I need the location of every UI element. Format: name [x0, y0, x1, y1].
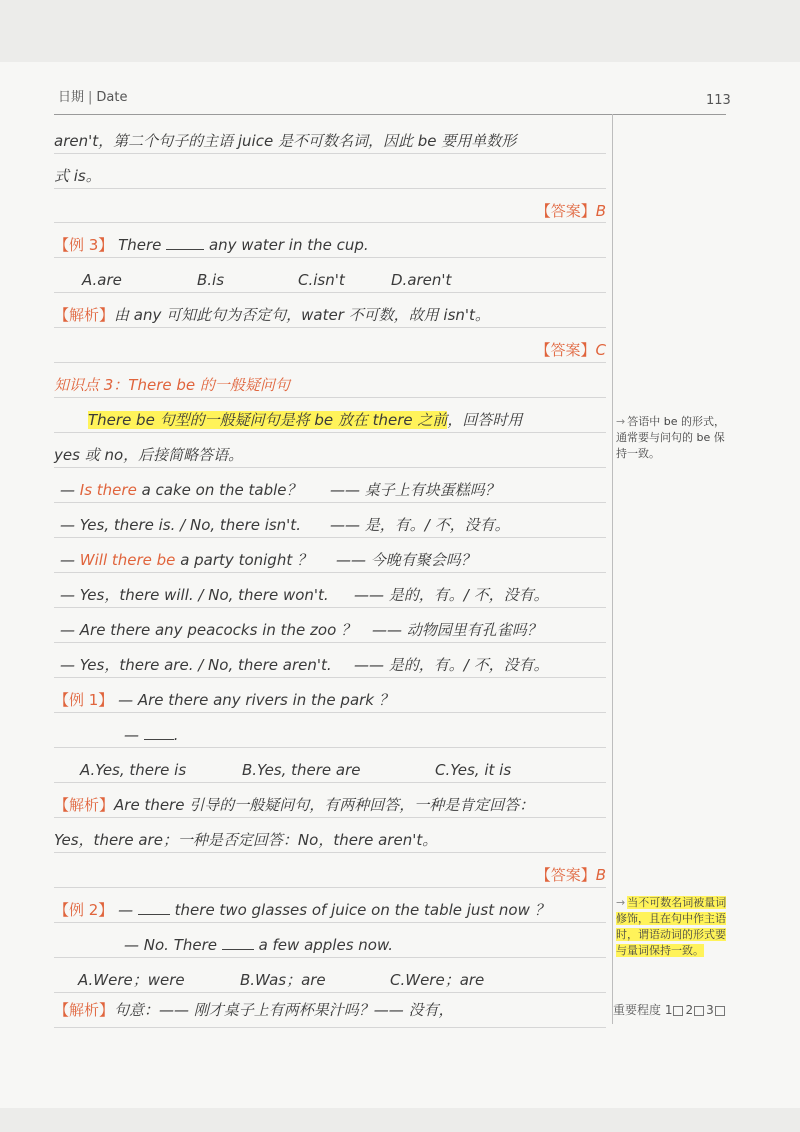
margin-note — [616, 414, 734, 462]
arrow-icon: → — [616, 415, 626, 428]
ruled-line — [54, 292, 606, 293]
options-line — [54, 759, 606, 781]
answer-blank — [166, 235, 204, 250]
margin-note — [616, 895, 734, 959]
example-line — [54, 689, 606, 711]
ruled-line — [54, 572, 606, 573]
analysis-tag: 【解析】 — [54, 1001, 115, 1019]
header-divider — [54, 114, 726, 115]
highlighted-rule: There be 句型的一般疑问句是将 be 放在 there 之前 — [88, 411, 448, 429]
answer-text: — Yes，there are. / No, there aren't. — [60, 656, 332, 674]
analysis-line — [54, 794, 606, 816]
example-tag: 【例 1】 — [54, 691, 114, 709]
dash: — — [118, 901, 134, 919]
translation: —— 桌子上有块蛋糕吗？ — [330, 481, 500, 499]
question-text: There — [118, 236, 162, 254]
arrow-icon: → — [616, 896, 626, 909]
margin-divider — [612, 114, 613, 1024]
translation: —— 动物园里有孔雀吗？ — [372, 621, 542, 639]
period: . — [173, 726, 179, 744]
analysis-text: 由 any 可知此句为否定句，water 不可数，故用 isn't。 — [114, 306, 490, 324]
ruled-line — [54, 887, 606, 888]
ruled-line — [54, 992, 606, 993]
page-bottom-band — [0, 1108, 800, 1132]
ruled-line — [54, 642, 606, 643]
level-label: 1 — [664, 1003, 673, 1017]
option: A.Yes, there is — [80, 761, 187, 779]
dash: — — [60, 551, 75, 569]
translation: —— 是，有。/ 不，没有。 — [330, 516, 510, 534]
checkbox-icon[interactable] — [715, 1006, 725, 1016]
question-text: — Are there any rivers in the park ？ — [118, 691, 394, 709]
ruled-line — [54, 537, 606, 538]
option: A.Were；were — [78, 971, 185, 989]
option: B.is — [197, 271, 225, 289]
answer-text: — Yes, there is. / No, there isn't. — [60, 516, 301, 534]
answer-blank — [144, 725, 174, 740]
ruled-line — [54, 222, 606, 223]
answer-text: — No. There — [124, 936, 217, 954]
note-text: 答语中 be 的形式，通常要与问句的 be 保持一致。 — [616, 415, 725, 460]
analysis-line — [54, 304, 606, 326]
ruled-line — [54, 362, 606, 363]
question-text: a party tonight ？ — [180, 551, 312, 569]
answer-line — [54, 339, 606, 361]
option: D.aren't — [391, 271, 452, 289]
checkbox-icon[interactable] — [673, 1006, 683, 1016]
ruled-line — [54, 502, 606, 503]
rule-line — [54, 409, 606, 431]
answer-blank — [138, 900, 170, 915]
question-keyword: Will there be — [79, 551, 176, 569]
translation: —— 是的，有。/ 不，没有。 — [354, 586, 549, 604]
question-text: — Are there any peacocks in the zoo ？ — [60, 621, 357, 639]
analysis-tag: 【解析】 — [54, 306, 115, 324]
ruled-line — [54, 257, 606, 258]
answer-value: B — [595, 202, 606, 220]
answer-text: — Yes，there will. / No, there won't. — [60, 586, 329, 604]
level-label: 2 — [685, 1003, 694, 1017]
dialog-line — [54, 654, 606, 676]
rule-text: ，回答时用 — [447, 411, 523, 429]
knowledge-point-title: 知识点 3：There be 的一般疑问句 — [54, 376, 290, 394]
ruled-line — [54, 957, 606, 958]
translation: —— 今晚有聚会吗？ — [336, 551, 476, 569]
importance-label: 重要程度 — [613, 1003, 662, 1017]
options-line — [54, 269, 606, 291]
analysis-line — [54, 999, 606, 1021]
option: B.Was；are — [240, 971, 326, 989]
ruled-line — [54, 817, 606, 818]
answer-blank — [222, 935, 254, 950]
text-line: 式 is。 — [54, 167, 101, 185]
answer-line — [54, 864, 606, 886]
date-label-cn: 日期 — [58, 90, 85, 105]
answer-value: B — [595, 866, 606, 884]
option: A.are — [82, 271, 122, 289]
answer-tag: 【答案】 — [535, 866, 596, 884]
dialog-line — [54, 549, 606, 571]
ruled-line — [54, 607, 606, 608]
ruled-line — [54, 1027, 606, 1028]
options-line — [54, 969, 606, 991]
ruled-line — [54, 677, 606, 678]
importance-rating — [613, 1001, 727, 1018]
option: C.Yes, it is — [435, 761, 512, 779]
example-tag: 【例 3】 — [54, 236, 114, 254]
analysis-tag: 【解析】 — [54, 796, 115, 814]
analysis-text: Are there 引导的一般疑问句，有两种回答，一种是肯定回答： — [114, 796, 535, 814]
option: C.Were；are — [390, 971, 485, 989]
level-label: 3 — [706, 1003, 714, 1017]
option: B.Yes, there are — [242, 761, 361, 779]
rule-line: yes 或 no，后接简略答语。 — [54, 446, 244, 464]
ruled-line — [54, 782, 606, 783]
date-header: 日期 | Date — [58, 90, 128, 105]
page-top-band — [0, 0, 800, 62]
ruled-line — [54, 852, 606, 853]
answer-line — [54, 200, 606, 222]
note-text: 当不可数名词被量词修饰，且在句中作主语时，谓语动词的形式要与量词保持一致。 — [616, 896, 727, 957]
answer-tag: 【答案】 — [535, 202, 596, 220]
example-line — [54, 899, 606, 921]
example-line — [54, 934, 606, 956]
ruled-line — [54, 922, 606, 923]
ruled-line — [54, 747, 606, 748]
ruled-line — [54, 188, 606, 189]
question-text: any water in the cup. — [208, 236, 369, 254]
ruled-line — [54, 397, 606, 398]
ruled-line — [54, 432, 606, 433]
dash: — — [60, 481, 75, 499]
ruled-line — [54, 153, 606, 154]
date-label-en: Date — [96, 90, 128, 105]
ruled-line — [54, 467, 606, 468]
ruled-line — [54, 327, 606, 328]
analysis-text: 句意：—— 刚才桌子上有两杯果汁吗？—— 没有， — [114, 1001, 454, 1019]
translation: —— 是的，有。/ 不，没有。 — [354, 656, 549, 674]
dash: — — [124, 726, 139, 744]
analysis-line: Yes，there are；一种是否定回答：No，there aren't。 — [54, 831, 438, 849]
text-line: aren't，第二个句子的主语 juice 是不可数名词，因此 be 要用单数形 — [54, 132, 517, 150]
example-line — [54, 724, 606, 746]
dialog-line — [54, 479, 606, 501]
question-keyword: Is there — [79, 481, 137, 499]
answer-tag: 【答案】 — [535, 341, 596, 359]
question-text: a cake on the table？ — [141, 481, 302, 499]
answer-text: a few apples now. — [258, 936, 394, 954]
answer-value: C — [595, 341, 606, 359]
option: C.isn't — [298, 271, 345, 289]
example-tag: 【例 2】 — [54, 901, 114, 919]
dialog-line — [54, 619, 606, 641]
dialog-line — [54, 514, 606, 536]
ruled-line — [54, 712, 606, 713]
example-line — [54, 234, 606, 256]
checkbox-icon[interactable] — [694, 1006, 704, 1016]
dialog-line — [54, 584, 606, 606]
question-text: there two glasses of juice on the table just now ？ — [174, 901, 550, 919]
page-number: 113 — [706, 93, 731, 108]
